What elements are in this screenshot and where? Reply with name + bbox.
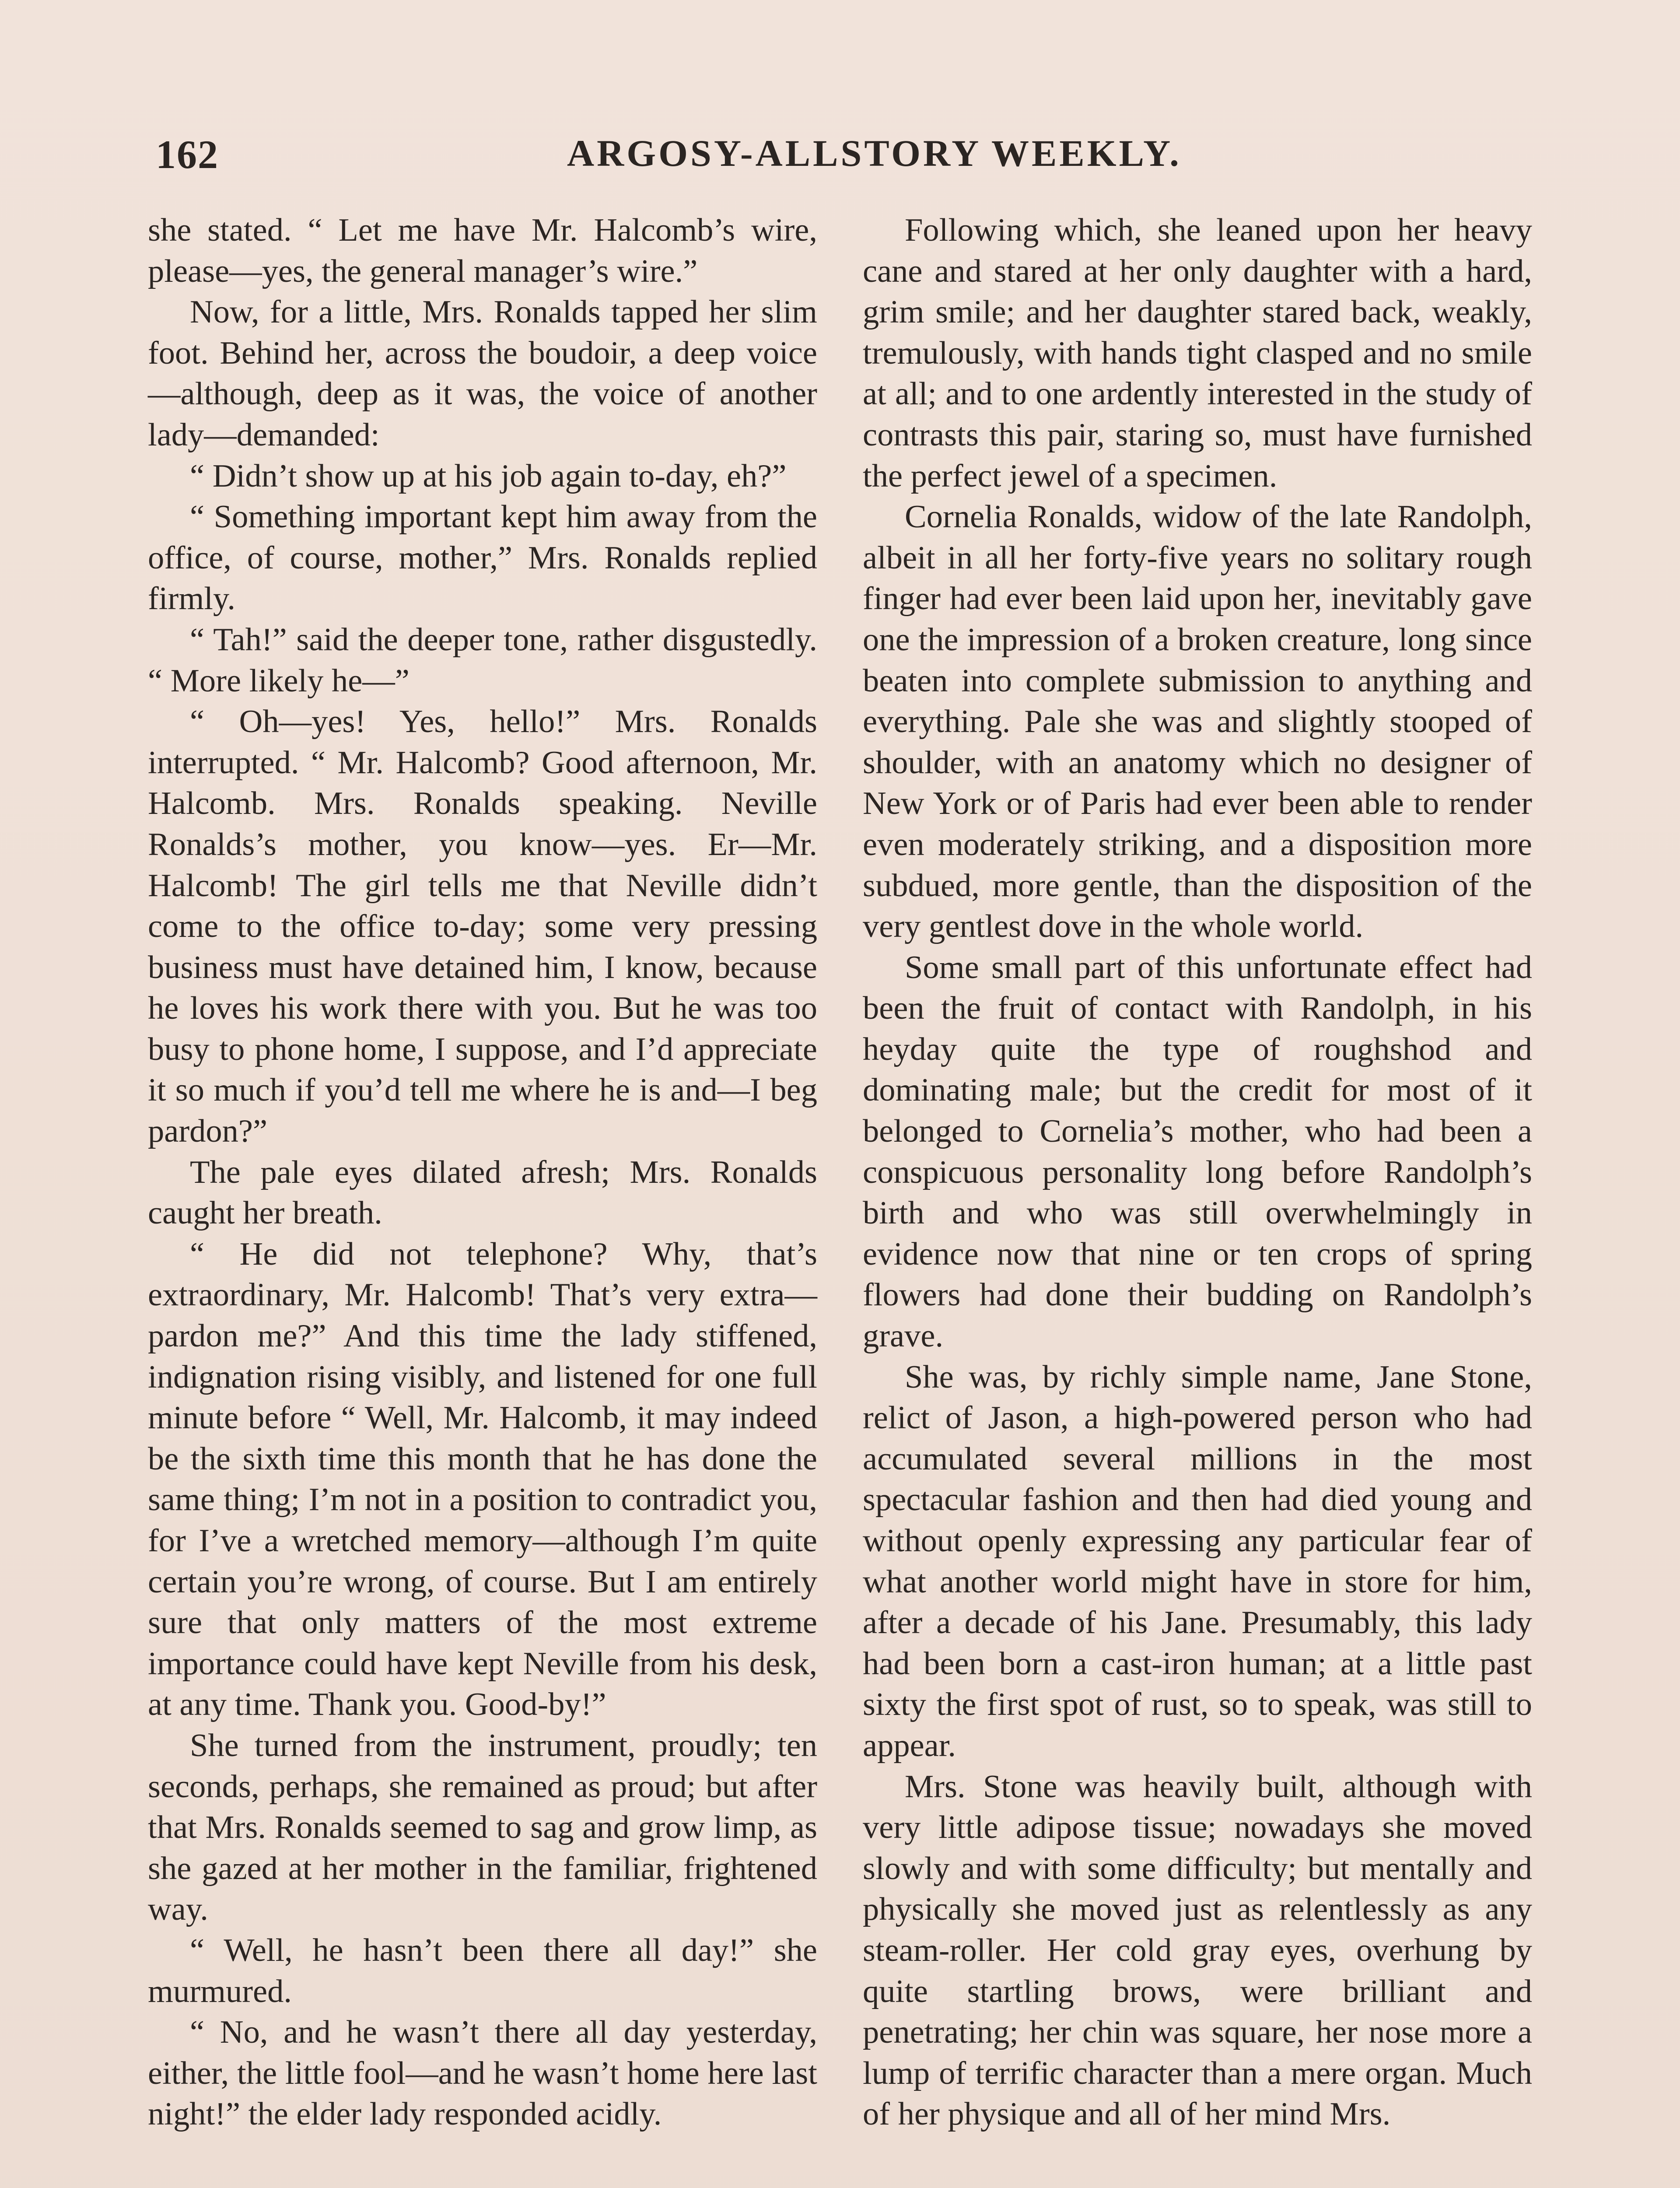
paragraph: Mrs. Stone was heavily built, although with very little adipose tissue; nowadays she moved slowly and with some difficulty; but mentally and physically she moved just as relentlessly as any steam-roller. Her cold gray eyes, overhung by quite startling brows, were brilliant and penetrating; her chin was square, her nose more a lump of terrific character than a mere organ. Much of her physique and all of her mind Mrs. bbox=[863, 1768, 1532, 2132]
paragraph: “ Didn’t show up at his job again to-day, eh?” bbox=[190, 458, 787, 494]
paragraph: Following which, she leaned upon her heavy cane and stared at her only daughter with a hard, grim smile; and her daughter stared back, weakly, tremulously, with hands tight clasped and no smile at all; and to one ardently interested in the study of contrasts this pair, staring so, must have furnished the perfect jewel of a specimen. bbox=[863, 212, 1532, 494]
paragraph: Now, for a little, Mrs. Ronalds tapped her slim foot. Behind her, across the boudoir, a deep voice—although, deep as it was, the voice of another lady—demanded: bbox=[148, 294, 817, 453]
paragraph: She was, by richly simple name, Jane Stone, relict of Jason, a high-powered person who had accumulated several millions in the most spectacular fashion and then had died young and without openly expressing any particular fear of what another world might have in store for him, after a decade of his Jane. Presumably, this lady had been born a cast-iron human; at a little past sixty the first spot of rust, so to speak, was still to appear. bbox=[863, 1359, 1532, 1764]
paragraph: “ Oh—yes! Yes, hello!” Mrs. Ronalds interrupted. “ Mr. Halcomb? Good afternoon, Mr. Halcomb. Mrs. Ronalds speaking. Neville Ronalds’s mother, you know—yes. Er—Mr. Halcomb! The girl tells me that Neville didn’t come to the office to-day; some very pressing business must have detained him, I know, because he loves his work there with you. But he was too busy to phone home, I suppose, and I’d appreciate it so much if you’d tell me where he is and—I beg pardon?” bbox=[148, 704, 817, 1150]
right-column bbox=[863, 210, 1532, 2135]
paragraph: “ Well, he hasn’t been there all day!” she murmured. bbox=[148, 1932, 817, 2009]
paragraph: she stated. “ Let me have Mr. Halcomb’s wire, please—yes, the general manager’s wire.” bbox=[148, 212, 817, 289]
page-header bbox=[156, 131, 1534, 184]
page-number: 162 bbox=[156, 132, 219, 177]
paragraph: “ He did not telephone? Why, that’s extraordinary, Mr. Halcomb! That’s very extra—pardon me?” And this time the lady stiffened, indignation rising visibly, and listened for one full minute before “ Well, Mr. Halcomb, it may indeed be the sixth time this month that he has done the same thing; I’m not in a position to contradict you, for I’ve a wretched memory—although I’m quite certain you’re wrong, of course. But I am entirely sure that only matters of the most extreme importance could have kept Neville from his desk, at any time. Thank you. Good-by!” bbox=[148, 1236, 817, 1723]
paragraph: “ Tah!” said the deeper tone, rather disgustedly. “ More likely he—” bbox=[148, 621, 817, 699]
paragraph: “ No, and he wasn’t there all day yesterday, either, the little fool—and he wasn’t home here last night!” the elder lady responded acidly. bbox=[148, 2014, 817, 2132]
paragraph: The pale eyes dilated afresh; Mrs. Ronalds caught her breath. bbox=[148, 1154, 817, 1231]
paragraph: Cornelia Ronalds, widow of the late Randolph, albeit in all her forty-five years no solitary rough finger had ever been laid upon her, inevitably gave one the impression of a broken creature, long since beaten into complete submission to anything and everything. Pale she was and slightly stooped of shoulder, with an anatomy which no designer of New York or of Paris had ever been able to render even moderately striking, and a disposition more subdued, more gentle, than the disposition of the very gentlest dove in the whole world. bbox=[863, 499, 1532, 945]
left-column bbox=[148, 210, 817, 2135]
paragraph: Some small part of this unfortunate effect had been the fruit of contact with Randolph, in his heyday quite the type of roughshod and dominating male; but the credit for most of it belonged to Cornelia’s mother, who had been a conspicuous personality long before Randolph’s birth and who was still overwhelmingly in evidence now that nine or ten crops of spring flowers had done their budding on Randolph’s grave. bbox=[863, 949, 1532, 1354]
paragraph: “ Something important kept him away from the office, of course, mother,” Mrs. Ronalds replied firmly. bbox=[148, 499, 817, 617]
paragraph: She turned from the instrument, proudly; ten seconds, perhaps, she remained as proud; but after that Mrs. Ronalds seemed to sag and grow limp, as she gazed at her mother in the familiar, frightened way. bbox=[148, 1727, 817, 1928]
running-head: ARGOSY-ALLSTORY WEEKLY. bbox=[567, 132, 1182, 174]
